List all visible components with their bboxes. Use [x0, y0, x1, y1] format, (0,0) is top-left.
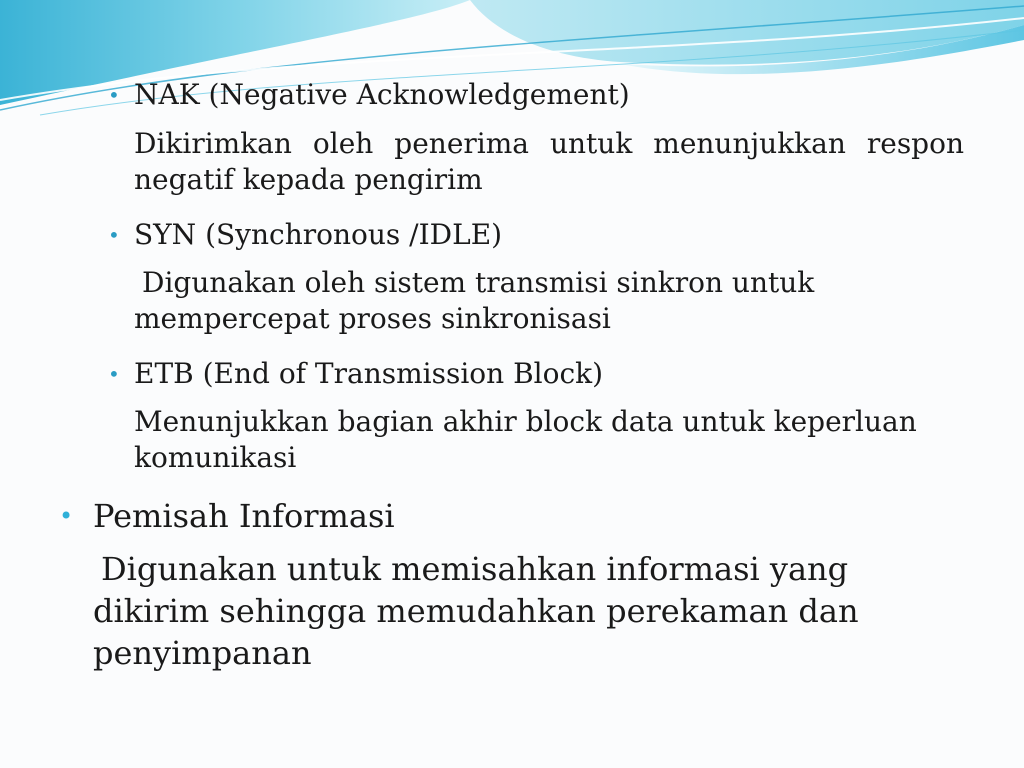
item-title: NAK (Negative Acknowledgement)	[134, 78, 630, 111]
item-description-nak	[134, 124, 964, 200]
bullet-item-etb	[108, 357, 604, 391]
description-line: Menunjukkan bagian akhir block data untuk keperluan	[134, 405, 917, 438]
description-line: Dikirimkan oleh penerima untuk menunjukkan respon	[134, 127, 964, 160]
description-line: mempercepat proses sinkronisasi	[134, 302, 611, 335]
bullet-dot: •	[59, 502, 74, 530]
description-line: Digunakan untuk memisahkan informasi yang	[101, 550, 849, 588]
bullet-item-syn	[108, 218, 503, 252]
description-line: komunikasi	[134, 441, 297, 474]
item-title: SYN (Synchronous /IDLE)	[134, 218, 503, 251]
bullet-item-nak	[108, 78, 630, 112]
bullet-dot: •	[108, 223, 120, 247]
description-line: dikirim sehingga memudahkan perekaman dan	[93, 592, 859, 630]
item-description-syn	[134, 263, 964, 339]
description-line: Digunakan oleh sistem transmisi sinkron untuk	[142, 266, 815, 299]
bullet-item-pemisah-informasi	[59, 497, 395, 535]
item-title: Pemisah Informasi	[93, 497, 395, 535]
item-description-etb	[134, 402, 964, 478]
description-line: negatif kepada pengirim	[134, 163, 483, 196]
item-title: ETB (End of Transmission Block)	[134, 357, 604, 390]
description-line: penyimpanan	[93, 634, 312, 672]
bullet-dot: •	[108, 362, 120, 386]
bullet-dot: •	[108, 83, 120, 107]
item-description-pemisah-informasi	[93, 547, 953, 675]
